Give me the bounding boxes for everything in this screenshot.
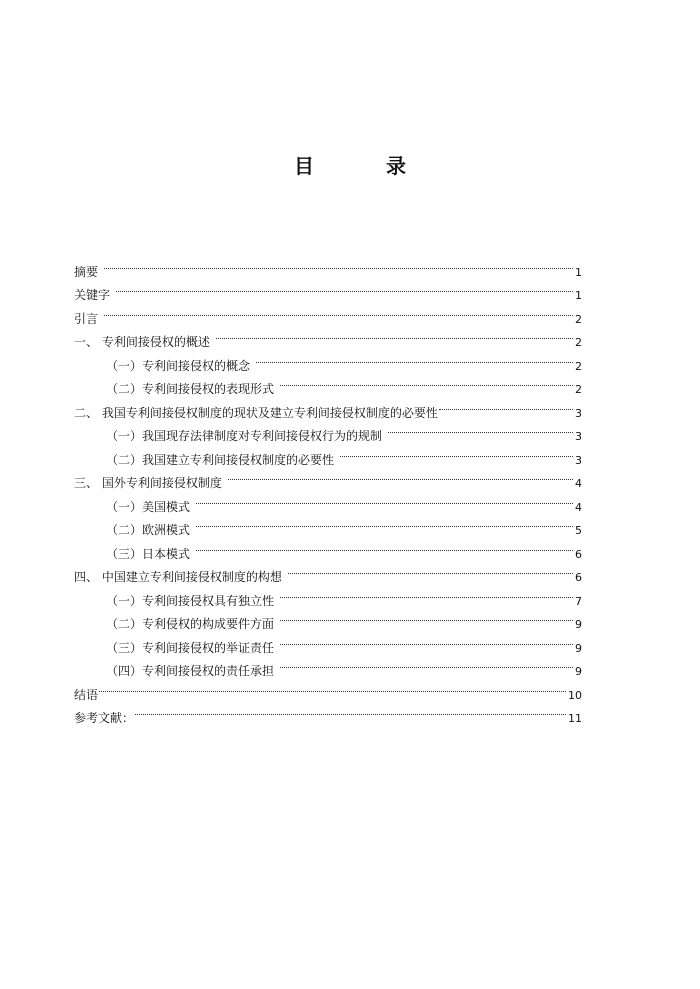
dot-leader <box>288 558 573 582</box>
toc-entry-page: 2 <box>575 359 582 373</box>
toc-entry-label: （一）美国模式 <box>106 499 191 514</box>
toc-entry-label: （二）专利间接侵权的表现形式 <box>106 382 275 396</box>
toc-entry-keywords[interactable] <box>74 276 582 300</box>
toc-entry-page: 1 <box>575 289 582 302</box>
toc-entry-page: 11 <box>568 712 582 725</box>
toc-entry-label: 摘要 <box>74 264 99 279</box>
dot-leader <box>196 487 573 511</box>
table-of-contents <box>74 252 582 725</box>
dot-leader <box>135 699 566 723</box>
toc-entry-section-1[interactable] <box>74 323 582 347</box>
toc-entry-page: 3 <box>575 430 582 443</box>
toc-entry-label: （二）专利侵权的构成要件方面 <box>106 617 275 631</box>
dot-leader <box>216 323 573 347</box>
toc-entry-introduction[interactable] <box>74 299 582 326</box>
toc-entry-page: 9 <box>575 665 582 678</box>
toc-entry-page: 9 <box>575 618 582 631</box>
toc-entry-label: 四、 中国建立专利间接侵权制度的构想 <box>74 570 282 584</box>
toc-entry-page: 2 <box>575 336 582 349</box>
toc-entry-label: （一）专利间接侵权的概念 <box>106 358 251 373</box>
toc-entry-label: （二）欧洲模式 <box>106 523 191 537</box>
toc-entry-label: （一）我国现存法律制度对专利间接侵权行为的规制 <box>106 429 383 443</box>
dot-leader <box>196 511 573 535</box>
toc-entry-page: 9 <box>575 641 582 655</box>
toc-entry-label: 三、 国外专利间接侵权制度 <box>74 476 222 490</box>
dot-leader <box>280 605 573 629</box>
toc-title: 目 录 <box>294 154 432 178</box>
toc-entry-page: 4 <box>575 500 582 514</box>
toc-entry-page: 3 <box>575 406 582 420</box>
dot-leader <box>280 628 573 652</box>
toc-entry-page: 2 <box>575 312 582 326</box>
toc-entry-page: 5 <box>575 524 582 537</box>
toc-entry-page: 7 <box>575 594 582 608</box>
toc-entry-label: 参考文献： <box>74 711 135 725</box>
dot-leader <box>116 276 573 300</box>
toc-entry-label: 结语 <box>74 687 99 702</box>
toc-entry-page: 4 <box>575 477 582 490</box>
dot-leader <box>256 346 573 370</box>
toc-entry-abstract[interactable] <box>74 252 582 279</box>
toc-entry-page: 1 <box>575 265 582 279</box>
toc-entry-page: 6 <box>575 547 582 561</box>
toc-entry-label: （三）专利间接侵权的举证责任 <box>106 640 275 655</box>
toc-entry-page: 6 <box>575 571 582 584</box>
toc-entry-label: 关键字 <box>74 288 111 302</box>
toc-entry-page: 3 <box>575 453 582 467</box>
toc-entry-conclusion[interactable] <box>74 675 582 702</box>
toc-entry-label: 引言 <box>74 311 99 326</box>
toc-entry-label: （四）专利间接侵权的责任承担 <box>106 664 275 678</box>
toc-entry-label: （一）专利间接侵权具有独立性 <box>106 593 275 608</box>
dot-leader <box>340 440 573 464</box>
toc-entry-page: 10 <box>568 688 582 702</box>
toc-entry-label: 二、 我国专利间接侵权制度的现状及建立专利间接侵权制度的必要性 <box>74 405 438 420</box>
dot-leader <box>280 370 573 394</box>
dot-leader <box>280 581 573 605</box>
toc-entry-label: （二）我国建立专利间接侵权制度的必要性 <box>106 452 335 467</box>
dot-leader <box>99 675 566 699</box>
toc-entry-label: （三）日本模式 <box>106 546 191 561</box>
dot-leader <box>228 464 573 488</box>
dot-leader <box>439 393 573 417</box>
toc-entry-page: 2 <box>575 383 582 396</box>
dot-leader <box>104 299 573 323</box>
dot-leader <box>280 652 573 676</box>
toc-entry-label: 一、 专利间接侵权的概述 <box>74 335 210 349</box>
dot-leader <box>104 252 573 276</box>
toc-entry-references[interactable] <box>74 699 582 723</box>
dot-leader <box>196 534 573 558</box>
dot-leader <box>388 417 573 441</box>
